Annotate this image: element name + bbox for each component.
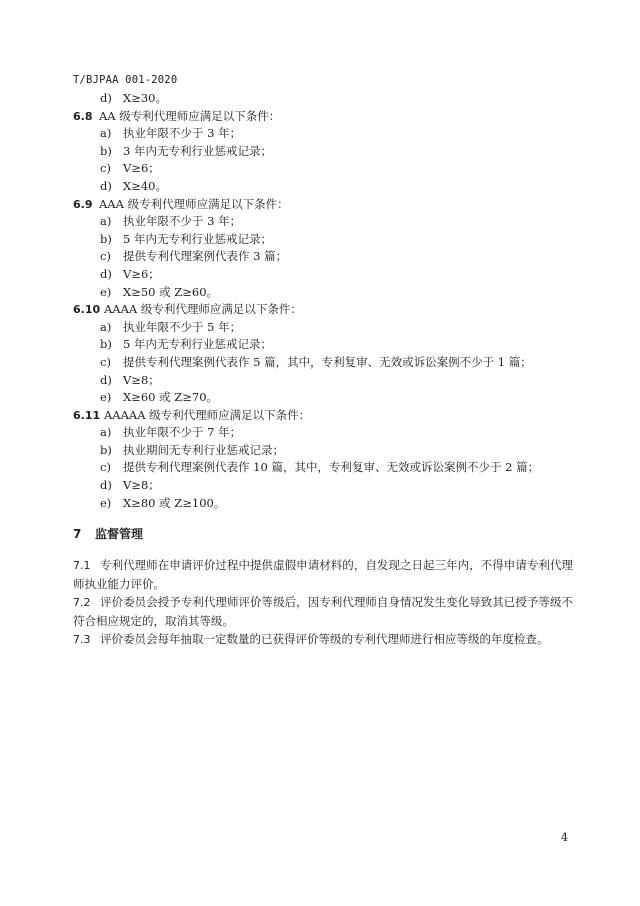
clause-text: 专利代理师在申请评价过程中提供虚假申请材料的，自发现之日起三年内，不得申请专利代理师执业能力评价。 <box>73 557 573 591</box>
page-number: 4 <box>561 831 568 844</box>
item-label: d) <box>100 372 112 387</box>
item-label: a) <box>100 319 112 334</box>
item-label: e) <box>100 495 112 510</box>
list-item <box>73 495 573 513</box>
list-item <box>73 143 573 161</box>
page-content <box>73 90 573 649</box>
item-text: 3 年内无专利行业惩戒记录； <box>123 143 272 158</box>
list-item <box>73 477 573 495</box>
item-text: V≥8； <box>123 478 160 493</box>
item-text: 提供专利代理案例代表作 10 篇，其中，专利复审、无效或诉讼案例不少于 2 篇； <box>123 460 540 475</box>
item-label: c) <box>100 460 111 475</box>
item-label: e) <box>100 390 112 405</box>
section-heading <box>73 301 573 319</box>
list-item <box>73 213 573 231</box>
item-label: e) <box>100 284 112 299</box>
section-heading <box>73 407 573 425</box>
item-label: c) <box>100 161 111 176</box>
item-text: X≥80 或 Z≥100。 <box>123 495 226 510</box>
item-text: 执业年限不少于 5 年； <box>123 319 242 334</box>
item-label: b) <box>100 143 112 158</box>
item-text: V≥6； <box>123 161 160 176</box>
chapter-heading <box>73 526 573 544</box>
section-number: 6.11 <box>73 408 101 422</box>
clause-text: 评价委员会每年抽取一定数量的已获得评价等级的专利代理师进行相应等级的年度检查。 <box>100 631 549 646</box>
section-6-11 <box>73 407 573 513</box>
section-number: 6.8 <box>73 109 93 123</box>
clause-paragraph <box>73 556 573 593</box>
clause-text: 评价委员会授予专利代理师评价等级后，因专利代理师自身情况发生变化导致其已授予等级不符合相应规定的，取消其等级。 <box>73 594 573 628</box>
list-item <box>73 231 573 249</box>
list-item <box>73 336 573 354</box>
section-heading <box>73 196 573 214</box>
item-label: a) <box>100 126 112 141</box>
item-text: 执业年限不少于 7 年； <box>123 425 242 440</box>
list-item <box>73 125 573 143</box>
section-title: AAAAA 级专利代理师应满足以下条件： <box>104 407 311 422</box>
item-text: 执业年限不少于 3 年； <box>123 214 242 229</box>
item-text: V≥8； <box>123 372 160 387</box>
section-number: 6.9 <box>73 197 93 211</box>
list-item <box>73 248 573 266</box>
clause-number: 7.2 <box>73 595 91 609</box>
item-label: a) <box>100 425 112 440</box>
list-item <box>73 354 573 372</box>
item-label: c) <box>100 249 111 264</box>
item-label: b) <box>100 442 112 457</box>
chapter-number: 7 <box>73 527 82 542</box>
clause-paragraph <box>73 630 573 649</box>
section-number: 6.10 <box>73 303 101 317</box>
chapter-title: 监督管理 <box>95 527 144 542</box>
list-item <box>73 389 573 407</box>
list-item <box>73 319 573 337</box>
item-text: 提供专利代理案例代表作 5 篇，其中，专利复审、无效或诉讼案例不少于 1 篇； <box>123 354 532 369</box>
item-text: 执业年限不少于 3 年； <box>123 126 242 141</box>
clause-number: 7.3 <box>73 632 91 646</box>
list-item <box>73 284 573 302</box>
item-text: 提供专利代理案例代表作 3 篇； <box>123 249 288 264</box>
item-text: X≥30。 <box>123 91 167 105</box>
list-item <box>73 90 573 108</box>
clause-paragraph <box>73 593 573 630</box>
item-label: d) <box>100 91 112 105</box>
section-6-10 <box>73 301 573 407</box>
section-6-8 <box>73 108 573 196</box>
list-item <box>73 372 573 390</box>
section-6-9 <box>73 196 573 302</box>
item-label: d) <box>100 178 112 193</box>
item-text: 5 年内无专利行业惩戒记录； <box>123 231 272 246</box>
item-label: b) <box>100 337 112 352</box>
section-title: AAAA 级专利代理师应满足以下条件： <box>104 302 302 317</box>
clause-number: 7.1 <box>73 558 91 572</box>
list-item <box>73 459 573 477</box>
item-text: X≥40。 <box>123 178 167 193</box>
document-code-header: T/BJPAA 001-2020 <box>73 74 178 86</box>
item-text: X≥60 或 Z≥70。 <box>123 390 219 405</box>
section-title: AA 级专利代理师应满足以下条件： <box>99 108 281 123</box>
item-text: 5 年内无专利行业惩戒记录； <box>123 337 272 352</box>
item-text: 执业期间无专利行业惩戒记录； <box>123 442 284 457</box>
section-title: AAA 级专利代理师应满足以下条件： <box>99 196 289 211</box>
list-item <box>73 442 573 460</box>
list-item <box>73 160 573 178</box>
section-heading <box>73 108 573 126</box>
item-text: X≥50 或 Z≥60。 <box>123 284 219 299</box>
list-item <box>73 424 573 442</box>
item-label: c) <box>100 354 111 369</box>
item-label: d) <box>100 266 112 281</box>
item-label: a) <box>100 214 112 229</box>
list-item <box>73 178 573 196</box>
list-item <box>73 266 573 284</box>
item-text: V≥6； <box>123 266 160 281</box>
item-label: b) <box>100 231 112 246</box>
item-label: d) <box>100 478 112 493</box>
